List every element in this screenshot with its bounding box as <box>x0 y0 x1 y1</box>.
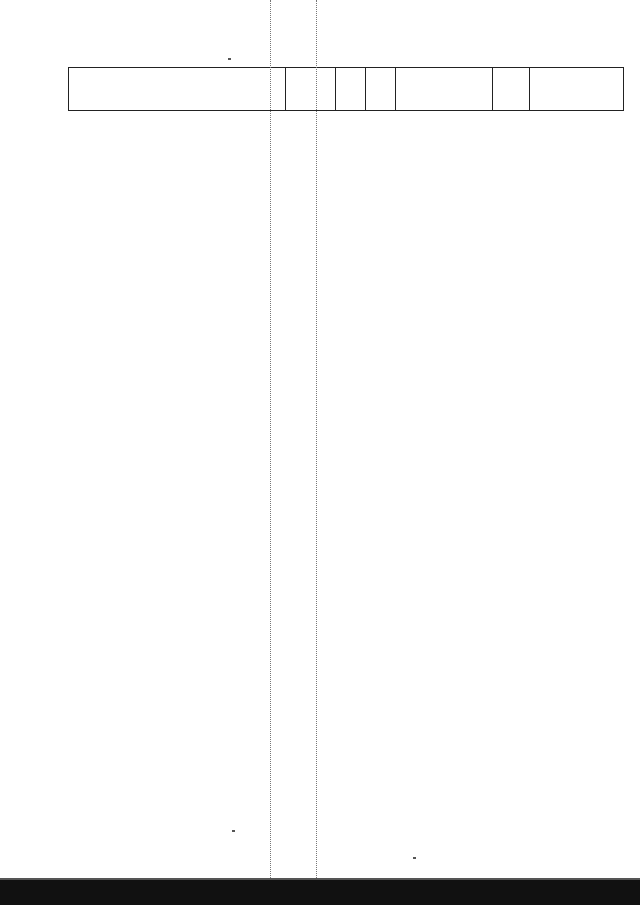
header-pr <box>366 68 396 110</box>
header-csr <box>396 68 493 110</box>
scan-speck <box>228 58 231 60</box>
header-kvsr <box>286 68 336 110</box>
header-vr <box>493 68 530 110</box>
scan-speck <box>413 857 416 859</box>
scan-guide-line <box>270 0 271 880</box>
header-sum <box>530 68 625 110</box>
scan-speck <box>232 830 235 832</box>
header-rz <box>336 68 366 110</box>
scan-bottom-border <box>0 880 640 905</box>
scan-guide-line <box>316 0 317 880</box>
table-header <box>68 67 624 111</box>
header-name <box>69 68 286 110</box>
